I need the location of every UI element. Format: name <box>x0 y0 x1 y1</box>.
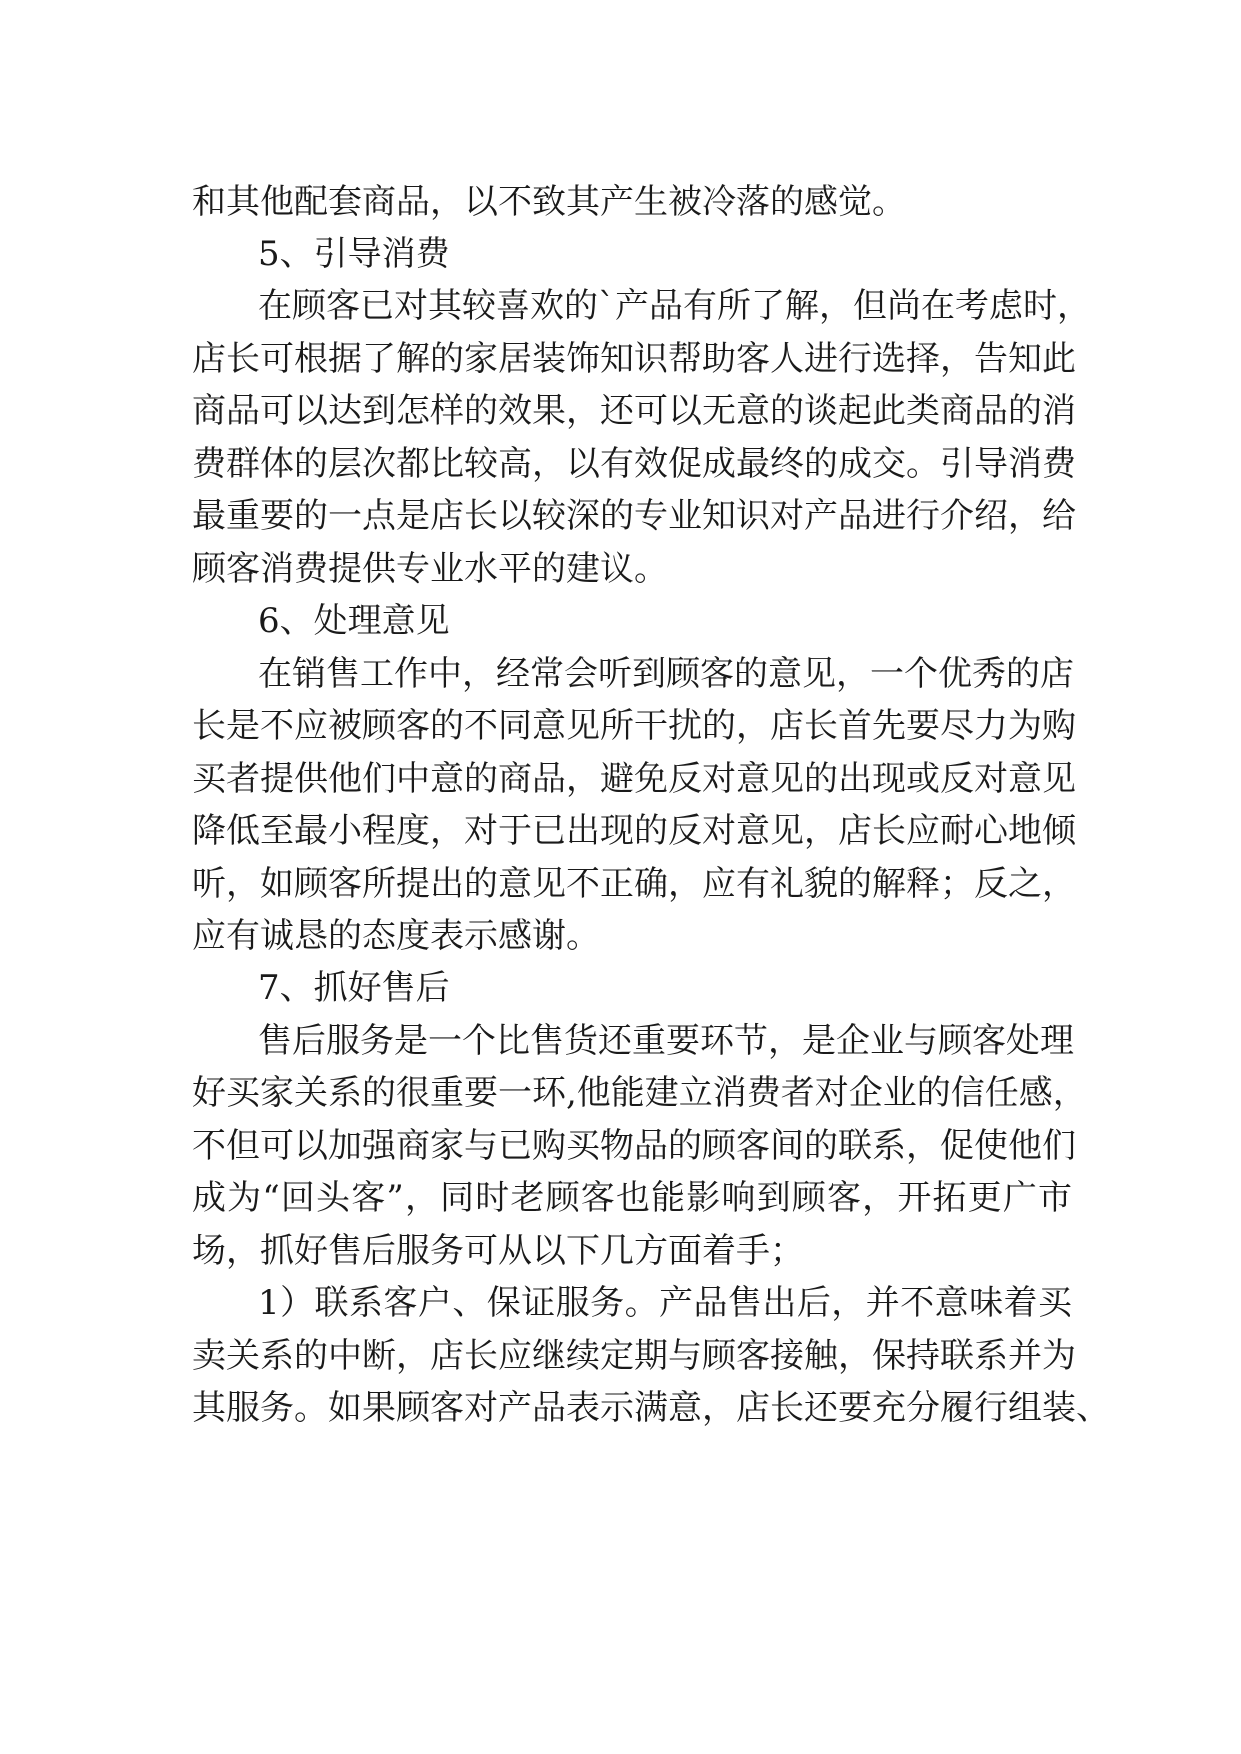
paragraph-line: 买者提供他们中意的商品，避免反对意见的出现或反对意见 <box>192 759 1076 799</box>
section-heading-6: 6、处理意见 <box>258 601 450 641</box>
paragraph-line: 顾客消费提供专业水平的建议。 <box>192 549 668 589</box>
paragraph-line: 长是不应被顾客的不同意见所干扰的，店长首先要尽力为购 <box>192 706 1076 746</box>
paragraph-line: 在顾客已对其较喜欢的`产品有所了解，但尚在考虑时， <box>258 286 1091 326</box>
paragraph-line: 和其他配套商品，以不致其产生被冷落的感觉。 <box>192 182 906 222</box>
paragraph-line: 成为“回头客”，同时老顾客也能影响到顾客，开拓更广市 <box>192 1178 1072 1218</box>
paragraph-line: 1）联系客户、保证服务。产品售出后，并不意味着买 <box>258 1283 1072 1323</box>
paragraph-line: 费群体的层次都比较高，以有效促成最终的成交。引导消费 <box>192 444 1076 484</box>
paragraph-line: 售后服务是一个比售货还重要环节，是企业与顾客处理 <box>258 1021 1074 1061</box>
section-heading-5: 5、引导消费 <box>258 234 450 274</box>
paragraph-line: 场，抓好售后服务可从以下几方面着手； <box>192 1231 804 1271</box>
paragraph-line: 商品可以达到怎样的效果，还可以无意的谈起此类商品的消 <box>192 391 1076 431</box>
paragraph-line: 其服务。如果顾客对产品表示满意，店长还要充分履行组装、 <box>192 1388 1110 1428</box>
paragraph-line: 降低至最小程度，对于已出现的反对意见，店长应耐心地倾 <box>192 811 1076 851</box>
section-heading-7: 7、抓好售后 <box>258 968 450 1008</box>
paragraph-line: 不但可以加强商家与已购买物品的顾客间的联系，促使他们 <box>192 1126 1076 1166</box>
paragraph-line: 听，如顾客所提出的意见不正确，应有礼貌的解释；反之， <box>192 864 1076 904</box>
paragraph-line: 应有诚恳的态度表示感谢。 <box>192 916 600 956</box>
paragraph-line: 好买家关系的很重要一环,他能建立消费者对企业的信任感， <box>192 1073 1087 1113</box>
paragraph-line: 最重要的一点是店长以较深的专业知识对产品进行介绍，给 <box>192 496 1076 536</box>
paragraph-line: 卖关系的中断，店长应继续定期与顾客接触，保持联系并为 <box>192 1336 1076 1376</box>
paragraph-line: 在销售工作中，经常会听到顾客的意见，一个优秀的店 <box>258 654 1074 694</box>
paragraph-line: 店长可根据了解的家居装饰知识帮助客人进行选择，告知此 <box>192 339 1076 379</box>
